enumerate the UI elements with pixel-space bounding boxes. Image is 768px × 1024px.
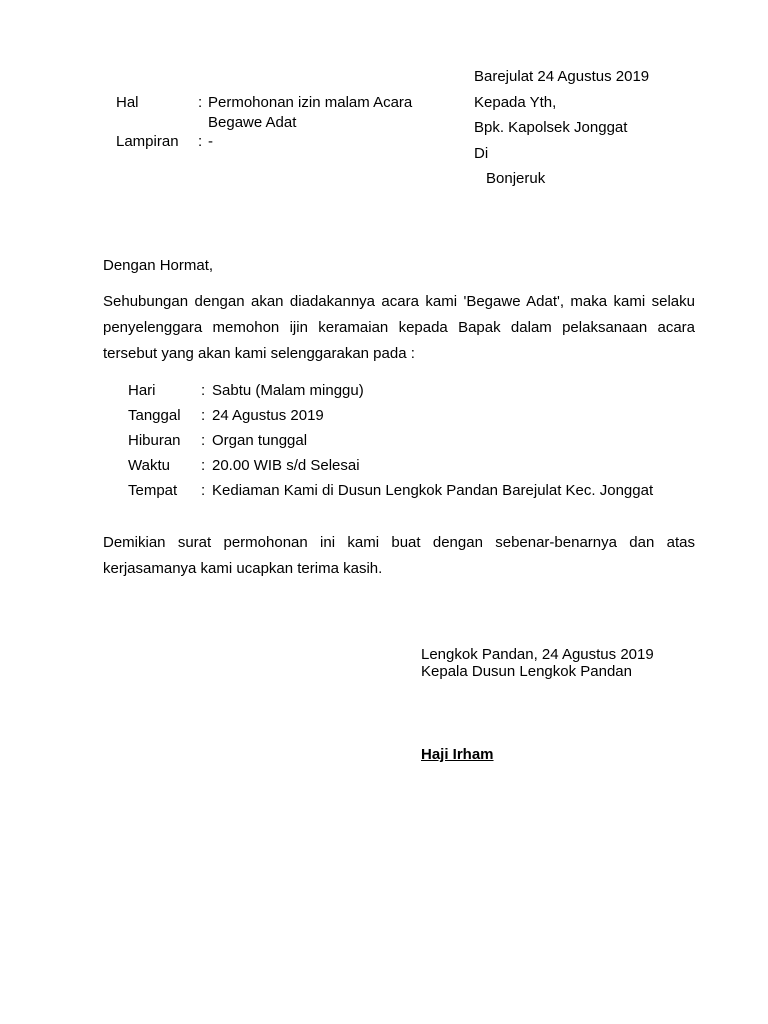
recipient-di: Di xyxy=(474,145,489,162)
intro-line-3: tersebut yang akan kami selenggarakan pada : xyxy=(103,345,415,362)
lampiran-value: - xyxy=(208,133,213,150)
recipient-place: Bonjeruk xyxy=(486,170,546,187)
greeting: Dengan Hormat, xyxy=(103,257,214,274)
detail-colon: : xyxy=(201,407,206,424)
detail-value: Organ tunggal xyxy=(212,432,308,449)
detail-label: Hiburan xyxy=(128,432,181,449)
detail-label: Waktu xyxy=(128,457,170,474)
detail-value: Kediaman Kami di Dusun Lengkok Pandan Barejulat Kec. Jonggat xyxy=(212,482,654,499)
detail-label: Tempat xyxy=(128,482,178,499)
detail-value: 24 Agustus 2019 xyxy=(212,407,324,424)
intro-line-2: penyelenggara memohon ijin keramaian kepada Bapak dalam pelaksanaan acara xyxy=(103,319,695,336)
detail-label: Tanggal xyxy=(128,407,181,424)
recipient-kepada: Kepada Yth, xyxy=(474,94,557,111)
detail-colon: : xyxy=(201,432,206,449)
signature-place-date: Lengkok Pandan, 24 Agustus 2019 xyxy=(421,646,654,663)
detail-colon: : xyxy=(201,482,206,499)
detail-value: 20.00 WIB s/d Selesai xyxy=(212,457,360,474)
closing-paragraph xyxy=(103,530,695,582)
detail-colon: : xyxy=(201,382,206,399)
intro-paragraph xyxy=(103,289,695,367)
hal-colon: : xyxy=(198,94,203,111)
lampiran-colon: : xyxy=(198,133,203,150)
intro-line-1: Sehubungan dengan akan diadakannya acara kami 'Begawe Adat', maka kami selaku xyxy=(103,293,695,310)
closing-line-2: kerjasamanya kami ucapkan terima kasih. xyxy=(103,560,383,577)
closing-line-1: Demikian surat permohonan ini kami buat dengan sebenar-benarnya dan atas xyxy=(103,534,695,551)
hal-label: Hal xyxy=(116,94,139,111)
letter-date: Barejulat 24 Agustus 2019 xyxy=(474,68,650,85)
hal-value-line1: Permohonan izin malam Acara xyxy=(208,94,413,111)
detail-label: Hari xyxy=(128,382,156,399)
detail-value: Sabtu (Malam minggu) xyxy=(212,382,364,399)
detail-colon: : xyxy=(201,457,206,474)
signature-title: Kepala Dusun Lengkok Pandan xyxy=(421,663,632,680)
recipient-name: Bpk. Kapolsek Jonggat xyxy=(474,119,628,136)
lampiran-label: Lampiran xyxy=(116,133,179,150)
hal-value-line2: Begawe Adat xyxy=(208,114,297,131)
signatory-name: Haji Irham xyxy=(421,746,494,763)
